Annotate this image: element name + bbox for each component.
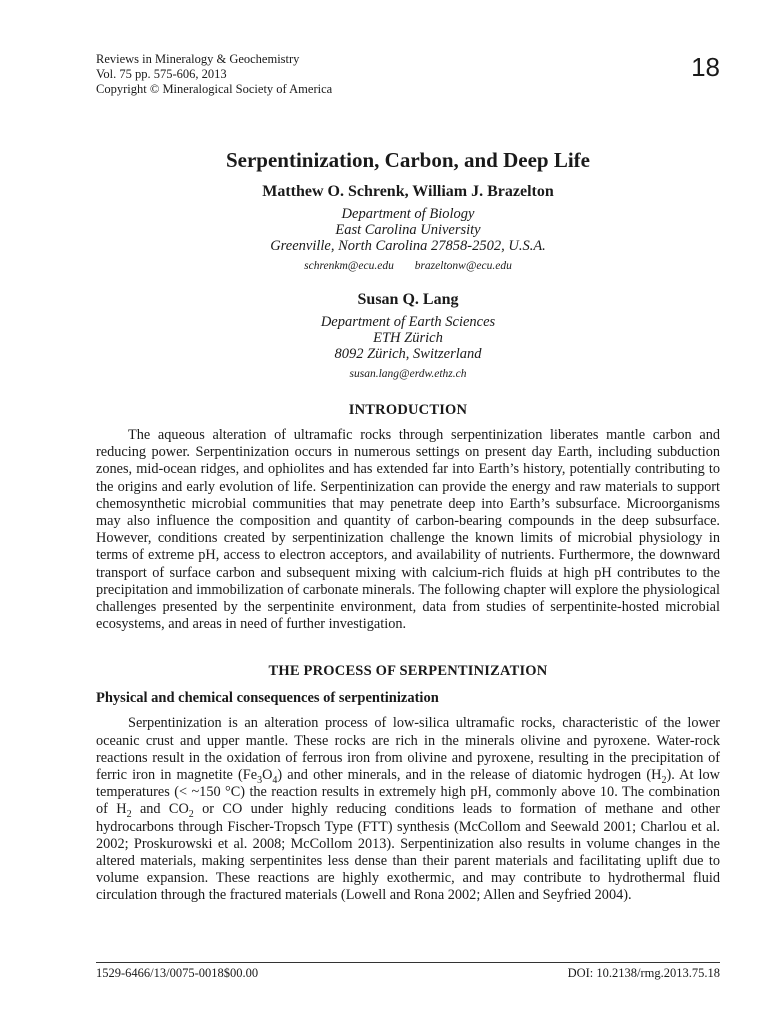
emails-1 [96,260,720,272]
affiliation-dept-2: Department of Earth Sciences [320,314,496,330]
footer-divider [96,962,720,963]
affiliation-address-2: 8092 Zürich, Switzerland [334,346,482,362]
email-lang[interactable]: susan.lang@erdw.ethz.ch [349,368,467,380]
journal-info [96,52,720,97]
section-heading-serpentinization: THE PROCESS OF SERPENTINIZATION [268,663,548,680]
affiliation-address-1: Greenville, North Carolina 27858-2502, U.S.A. [270,238,546,254]
paper-title: Serpentinization, Carbon, and Deep Life [225,148,590,172]
serpentinization-paragraph: Serpentinization is an alteration process of low-silica ultramafic rocks, characteristic of the lower oceanic crust and upper mantle. These rocks are rich in the minerals olivine and pyroxene. Water-rock reactions result in the oxidation of ferrous iron from olivine and pyroxene, resulting in the precipitation of ferric iron in magnetite $(Fe_3O_4)$ and other minerals, and in the release of diatomic hydrogen $(H_2)$. At low temperatures (< ~150 °C) the reaction results in extremely high pH, commonly above 10. The combination of $H_2$ and $CO_2$ or CO under highly reducing conditions leads to formation of methane and other hydrocarbons through Fischer-Tropsch Type (FTT) synthesis (McCollom and Seewald 2001; Charlou et al. 2002; Proskurowski et al. 2008; McCollom 2013). Serpentinization also results in volume changes in the altered materials, making serpentinites less dense than their parent materials and facilitating uplift due to volume expansion. These reactions are highly exothermic, and may contribute to hydrothermal fluid circulation through the fractured materials (Lowell and Rona 2002; Allen and Seyfried 2004). [96,715,721,904]
email-brazelton[interactable]: brazeltonw@ecu.edu [414,260,512,272]
footer-issn: 1529-6466/13/0075-0018$00.00 [96,966,259,980]
emails-2 [96,368,720,380]
subsection-heading: Physical and chemical consequences of serpentinization [96,690,439,707]
page-footer [96,966,720,981]
journal-name: Reviews in Mineralogy & Geochemistry [96,52,300,66]
affiliation-2 [96,314,720,362]
intro-heading: INTRODUCTION [348,402,468,418]
footer-doi[interactable]: DOI: 10.2138/rmg.2013.75.18 [567,966,720,980]
affiliation-inst-2: ETH Zürich [373,330,443,346]
author-names-2: Susan Q. Lang [357,291,459,308]
chapter-number: 18 [691,52,720,82]
affiliation-1 [96,206,720,254]
affiliation-inst-1: East Carolina University [335,222,481,238]
author-names-1: Matthew O. Schrenk, William J. Brazelton [262,183,554,200]
journal-copyright: Copyright © Mineralogical Society of America [96,82,333,96]
journal-volume: Vol. 75 pp. 575-606, 2013 [96,67,227,81]
paper-page [96,52,720,905]
email-schrenk[interactable]: schrenkm@ecu.edu [304,260,394,272]
intro-paragraph: The aqueous alteration of ultramafic rocks through serpentinization liberates mantle carbon and reducing power. Serpentinization occurs in numerous settings on present day Earth, including subduction zones, mid-ocean ridges, and ophiolites and has extended far into Earth’s history, potentially contributing to the origins and early evolution of life. Serpentinization can provide the energy and raw materials to support chemosynthetic microbial communities that may penetrate deep into Earth’s subsurface. Microorganisms may also influence the composition and quantity of carbon-bearing compounds in the deep subsurface. However, conditions created by serpentinization challenge the known limits of microbial physiology in terms of extreme pH, access to electron acceptors, and availability of nutrients. Furthermore, the downward transport of surface carbon and subsequent mixing with calcium-rich fluids at high pH contributes to the precipitation and immobilization of carbonate minerals. The following chapter will explore the physiological challenges presented by the serpentinite environment, data from studies of serpentinite-hosted microbial ecosystems, and areas in need of further investigation. [96,427,720,633]
affiliation-dept-1: Department of Biology [341,206,475,222]
